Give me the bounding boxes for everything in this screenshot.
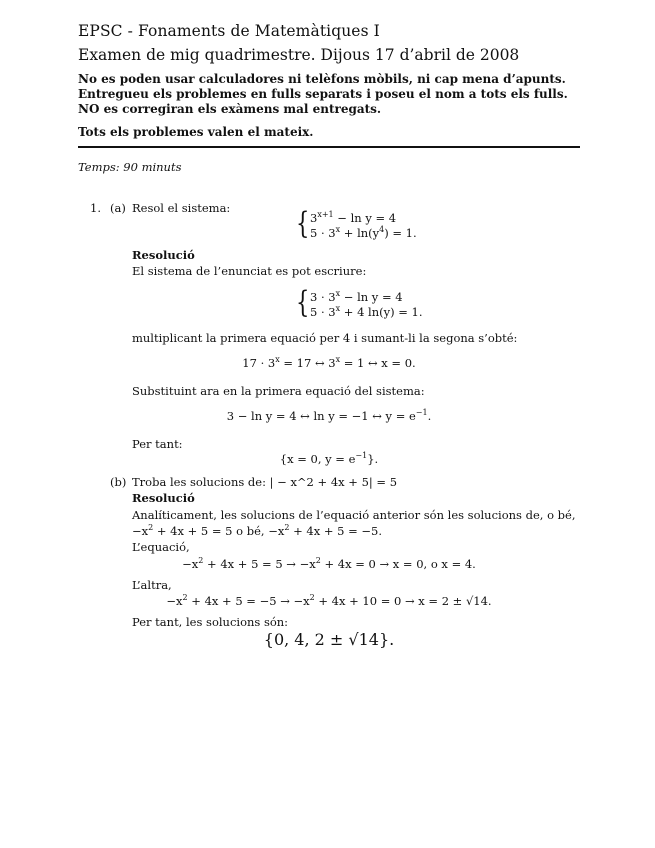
header-divider <box>78 146 580 148</box>
system-2-eq-2: $5 \cdot 3^x + 4$ ln(y) = 1. <box>310 304 423 319</box>
system-2-eq-1: $3 \cdot 3^x - \ln y = 4$ <box>310 289 403 304</box>
part-a-line-3: Substituint ara en la primera equació del sistema: <box>132 384 425 398</box>
part-b-resolucio-heading: Resolució <box>132 491 195 505</box>
problem-number: 1. <box>90 201 101 215</box>
exam-time: Temps: 90 minuts <box>78 160 182 174</box>
system-1-eq-2: $5 \cdot 3^x + \ln(y^4) = 1$. <box>310 225 417 240</box>
part-a-line-4: Per tant: <box>132 437 183 451</box>
part-b-equation-2: $-x^2 + 4x + 5 = -5 \to -x^2 + 4x + 10 = 0 \to x = 2 \pm √14$. <box>166 593 492 608</box>
part-b-line-1: Analíticament, les solucions de l’equació anterior són les solucions de, o bé, <box>132 508 576 522</box>
exam-subtitle: Examen de mig quadrimestre. Dijous 17 d’abril de 2008 <box>78 46 520 64</box>
part-b-label: (b) <box>110 475 127 489</box>
exam-note-1: No es poden usar calculadores ni telèfons mòbils, ni cap mena d’apunts. <box>78 72 566 86</box>
exam-note-2: Entregueu els problemes en fulls separats i poseu el nom a tots els fulls. <box>78 87 568 101</box>
part-b-line-5: Per tant, les solucions són: <box>132 615 289 629</box>
part-a-line-1: El sistema de l’enunciat es pot escriure: <box>132 264 367 278</box>
exam-note-equal-weight: Tots els problemes valen el mateix. <box>78 125 314 139</box>
part-b-solution-set: {0, 4, 2 ± √14}. <box>263 630 395 649</box>
part-b-line-3: L’equació, <box>132 540 190 554</box>
system-1-eq-1: $3^{x+1} - \ln y = 4$ <box>310 210 397 225</box>
part-a-solution-set: {x = 0, $y = e^{-1}$}. <box>279 451 379 466</box>
part-a-equation-1: $17 \cdot 3^x = 17$ ↔ $3^x = 1$ ↔ x = 0. <box>242 355 416 370</box>
exam-page: EPSC - Fonaments de Matemàtiques I Examen de mig quadrimestre. Dijous 17 d’abril de 2008 No es poden usar calculadores ni telèfons mòbils, ni cap mena d’apunts. Entregueu els problemes en fulls separats i poseu el nom a tots els fulls. NO es corregiran els exàmens mal entregats. Tots els problemes valen el mateix. Temps: 90 minuts 1. (a) Resol el sistema: { $3^{x+1} - \ln y = 4$ $5 \cdot 3^x + \ln(y^4) = 1$. Resolució El sistema de l’enunciat es pot escriure: { $3 \cdot 3^x - \ln y = 4$ $5 \cdot 3^x + 4$ ln(y) = 1. multiplicant la primera equació per 4 i sumant-li la segona s’obté: $17 \cdot 3^x = 17$ ↔ $3^x = 1$ ↔ x = 0. Substituint ara en la primera equació del sistema: 3 − ln y = 4 ↔ ln y = −1 ↔ $y = e^{-1}$. Per tant: {x = 0, $y = e^{-1}$}. (b) Troba les solucions de: | − x^2 + 4x + 5| = 5 Resolució Analíticament, les solucions de l’equació anterior són les solucions de, o bé, $-x^2 + 4x + 5 = 5$ o bé, $-x^2 + 4x + 5 = -5$. L’equació, $-x^2 + 4x + 5 = 5 \to -x^2 + 4x = 0 \to x = 0$, o x = 4. L’altra, $-x^2 + 4x + 5 = -5 \to -x^2 + 4x + 10 = 0 \to x = 2 \pm √14$. Per tant, les solucions són: {0, 4, 2 ± √14}. <box>0 0 655 848</box>
part-a-statement: Resol el sistema: <box>132 201 231 215</box>
part-a-resolucio-heading: Resolució <box>132 248 195 262</box>
exam-title: EPSC - Fonaments de Matemàtiques I <box>78 22 380 40</box>
part-b-statement: Troba les solucions de: | − x^2 + 4x + 5| = 5 <box>132 475 398 489</box>
part-b-line-4: L’altra, <box>132 578 172 592</box>
part-a-label: (a) <box>110 201 126 215</box>
part-b-line-2: $-x^2 + 4x + 5 = 5$ o bé, $-x^2 + 4x + 5 = -5$. <box>132 523 383 538</box>
part-b-equation-1: $-x^2 + 4x + 5 = 5 \to -x^2 + 4x = 0 \to x = 0$, o x = 4. <box>182 556 476 571</box>
part-a-line-2: multiplicant la primera equació per 4 i sumant-li la segona s’obté: <box>132 331 518 345</box>
part-a-equation-2: 3 − ln y = 4 ↔ ln y = −1 ↔ $y = e^{-1}$. <box>226 408 432 423</box>
exam-note-3: NO es corregiran els exàmens mal entregats. <box>78 102 382 116</box>
